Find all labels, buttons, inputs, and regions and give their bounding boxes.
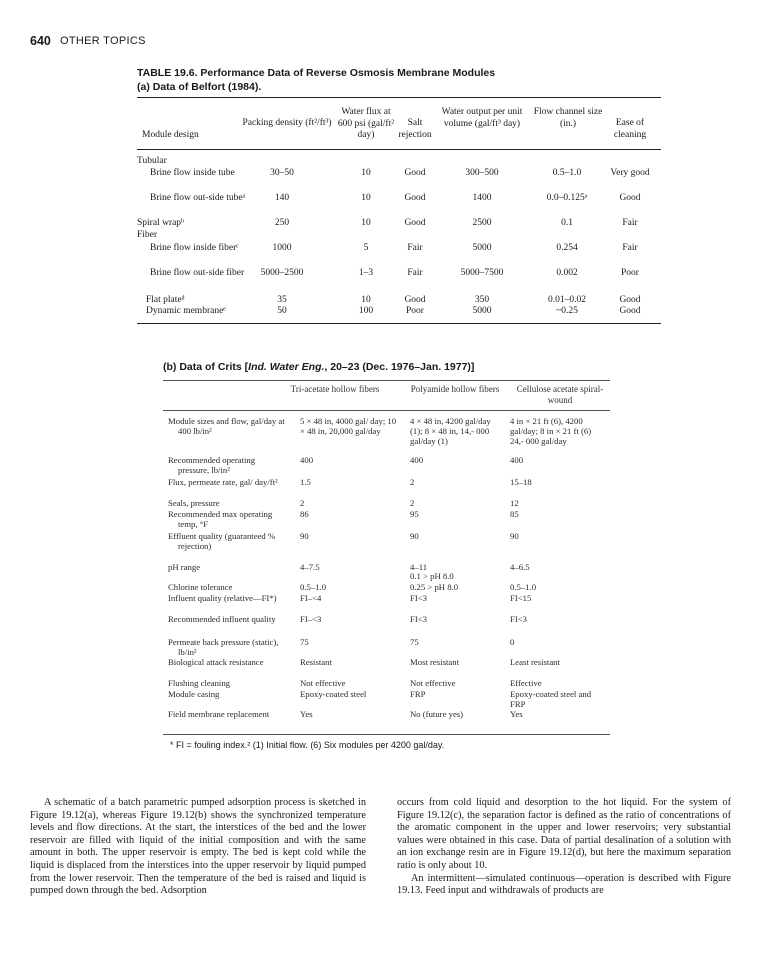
cell-triacetate: Resistant xyxy=(300,657,332,667)
cell-triacetate: FI–<4 xyxy=(300,593,322,603)
cell-salt-rejection: Fair xyxy=(407,268,423,278)
cell-packing-density: 1000 xyxy=(272,243,292,253)
cell-property: Effluent quality (guaranteed % rejection) xyxy=(168,531,276,551)
cell-cellulose-acetate: FI<15 xyxy=(510,593,532,603)
cell-ease-of-cleaning: Good xyxy=(619,306,641,316)
cell-polyamide: 75 xyxy=(410,637,419,647)
cell-polyamide: 4 × 48 in, 4200 gal/day (1); 8 × 48 in, 14,- 000 gal/day (1) xyxy=(410,416,491,446)
col-header-ease-of-cleaning: Ease of cleaning xyxy=(613,118,647,140)
cell-ease-of-cleaning: Fair xyxy=(622,243,638,253)
cell-triacetate: 75 xyxy=(300,637,309,647)
cell-property: Biological attack resistance xyxy=(168,657,264,667)
cell-ease-of-cleaning: Poor xyxy=(621,268,639,278)
cell-triacetate: Not effective xyxy=(300,678,346,688)
cell-triacetate: 400 xyxy=(300,455,314,465)
cell-polyamide: FI<3 xyxy=(410,614,427,624)
cell-packing-density: 35 xyxy=(277,295,287,305)
cell-property: Recommended max operating temp, °F xyxy=(168,509,273,529)
cell-cellulose-acetate: 400 xyxy=(510,455,524,465)
cell-triacetate: 5 × 48 in, 4000 gal/ day; 10 × 48 in, 20,000 gal/day xyxy=(300,416,397,436)
cell-packing-density: 30–50 xyxy=(270,168,294,178)
cell-flow-channel: 0.002 xyxy=(556,268,578,278)
cell-cellulose-acetate: Least resistant xyxy=(510,657,560,667)
cell-polyamide: 400 xyxy=(410,455,424,465)
body-paragraph: An intermittent—simulated continuous—operation is described with Figure 19.13. Feed input and withdrawals of products are xyxy=(397,872,731,897)
cell-cellulose-acetate: 12 xyxy=(510,498,519,508)
cell-water-flux: 5 xyxy=(363,243,369,253)
body-paragraph: A schematic of a batch parametric pumped adsorption process is sketched in Figure 19.12(a), whereas Figure 19.12(b) shows the synchronized temperature levels and flow directions. At the start, the interstices of the bed and the lower reservoir are filled with liquid of the initial composition and with the same amount in both. The upper reservoir is empty. The bed is kept cold while the liquid is displaced from the interstices into the upper reservoir by liquid pumped from the lower reservoir. Then the temperature of the bed is raised and liquid is pumped down through the bed. Adsorption xyxy=(30,797,366,897)
group-label-tubular: Tubular xyxy=(137,156,167,166)
cell-cellulose-acetate: 4–6.5 xyxy=(510,562,530,572)
cell-polyamide: 95 xyxy=(410,509,419,519)
cell-water-flux: 1–3 xyxy=(358,268,374,278)
table-a-top-rule xyxy=(137,97,661,98)
cell-salt-rejection: Fair xyxy=(407,243,423,253)
cell-module-design: Dynamic membraneᵉ xyxy=(146,306,226,316)
cell-packing-density: 250 xyxy=(274,218,290,228)
cell-water-output: 5000 xyxy=(472,243,492,253)
cell-water-flux: 10 xyxy=(361,218,371,228)
cell-triacetate: 86 xyxy=(300,509,309,519)
body-column-left xyxy=(30,797,366,898)
cell-water-output: 5000 xyxy=(472,306,492,316)
cell-salt-rejection: Good xyxy=(404,295,426,305)
cell-flow-channel: 0.5–1.0 xyxy=(552,168,582,178)
table-b-title-journal: Ind. Water Eng. xyxy=(248,361,325,373)
cell-cellulose-acetate: Effective xyxy=(510,678,542,688)
cell-salt-rejection: Poor xyxy=(406,306,424,316)
cell-triacetate: Yes xyxy=(300,709,313,719)
col-header-water-flux: Water flux at 600 psi (gal/ft² day) xyxy=(337,107,395,140)
cell-salt-rejection: Good xyxy=(404,193,426,203)
col-header-water-output: Water output per unit volume (gal/ft³ day) xyxy=(441,107,523,129)
cell-triacetate: 90 xyxy=(300,531,309,541)
cell-polyamide: FI<3 xyxy=(410,593,427,603)
cell-property: Module casing xyxy=(168,689,220,699)
cell-flow-channel: 0.1 xyxy=(561,218,573,228)
cell-water-output: 1400 xyxy=(472,193,492,203)
cell-cellulose-acetate: Epoxy-coated steel and FRP xyxy=(510,689,592,709)
table-a-title-line1: TABLE 19.6. Performance Data of Reverse Osmosis Membrane Modules xyxy=(137,67,496,79)
body-column-right xyxy=(397,797,731,898)
table-b-title-suffix: , 20–23 (Dec. 1976–Jan. 1977)] xyxy=(324,361,475,373)
cell-water-flux: 100 xyxy=(358,306,374,316)
cell-property: Permeate back pressure (static), lb/in² xyxy=(168,637,279,657)
table-b-bottom-rule xyxy=(163,734,610,735)
col-header-salt-rejection: Salt rejection xyxy=(398,118,432,140)
table-a-header-rule xyxy=(137,149,661,150)
col-header-polyamide: Polyamide hollow fibers xyxy=(410,384,500,394)
cell-flow-channel: 0.254 xyxy=(556,243,578,253)
cell-property: Seals, pressure xyxy=(168,498,220,508)
cell-salt-rejection: Good xyxy=(404,218,426,228)
cell-water-output: 5000–7500 xyxy=(460,268,504,278)
cell-cellulose-acetate: 0.5–1.0 xyxy=(510,582,537,592)
cell-cellulose-acetate: Yes xyxy=(510,709,523,719)
cell-cellulose-acetate: 85 xyxy=(510,509,519,519)
cell-triacetate: 4–7.5 xyxy=(300,562,320,572)
cell-property: pH range xyxy=(168,562,201,572)
cell-packing-density: 5000–2500 xyxy=(260,268,304,278)
cell-ease-of-cleaning: Good xyxy=(619,295,641,305)
cell-polyamide: 0.25 > pH 8.0 xyxy=(410,582,459,592)
cell-module-design: Brine flow out-side fiber xyxy=(150,268,245,278)
cell-polyamide: 4–11 xyxy=(410,562,428,572)
col-header-packing-density: Packing density (ft²/ft³) xyxy=(242,118,332,128)
cell-polyamide: Not effective xyxy=(410,678,456,688)
cell-module-design: Spiral wrapᵇ xyxy=(137,218,184,228)
table-a-bottom-rule xyxy=(137,323,661,324)
cell-water-output: 350 xyxy=(474,295,490,305)
cell-cellulose-acetate: 0 xyxy=(510,637,515,647)
cell-cellulose-acetate: 4 in × 21 ft (6), 4200 gal/day; 8 in × 21 ft (6) 24,- 000 gal/day xyxy=(510,416,592,446)
col-header-flow-channel: Flow channel size (in.) xyxy=(533,107,603,129)
cell-cellulose-acetate: 90 xyxy=(510,531,519,541)
page-number: 640 xyxy=(30,34,51,48)
cell-polyamide: No (future yes) xyxy=(410,709,464,719)
cell-ease-of-cleaning: Good xyxy=(619,193,641,203)
col-header-triacetate: Tri-acetate hollow fibers xyxy=(290,384,380,394)
table-b-header-rule xyxy=(163,410,610,411)
cell-flow-channel: 0.01–0.02 xyxy=(548,295,586,305)
cell-polyamide: 0.1 > pH 8.0 xyxy=(410,571,454,581)
cell-module-design: Brine flow inside fiberᶜ xyxy=(150,243,239,253)
col-header-module-design: Module design xyxy=(142,130,199,140)
cell-property: Flux, permeate rate, gal/ day/ft² xyxy=(168,477,278,487)
cell-salt-rejection: Good xyxy=(404,168,426,178)
running-title: OTHER TOPICS xyxy=(60,35,146,47)
cell-ease-of-cleaning: Very good xyxy=(610,168,650,178)
table-b-footnote: * FI = fouling index.² (1) Initial flow. (6) Six modules per 4200 gal/day. xyxy=(170,740,445,750)
cell-triacetate: FI–<3 xyxy=(300,614,322,624)
cell-water-flux: 10 xyxy=(361,295,371,305)
table-b-top-rule xyxy=(163,380,610,381)
cell-polyamide: FRP xyxy=(410,689,426,699)
cell-water-flux: 10 xyxy=(361,193,371,203)
cell-cellulose-acetate: FI<3 xyxy=(510,614,527,624)
cell-module-design: Brine flow out-side tubeᵃ xyxy=(150,193,246,203)
cell-polyamide: 2 xyxy=(410,498,415,508)
cell-triacetate: 2 xyxy=(300,498,305,508)
cell-polyamide: 2 xyxy=(410,477,415,487)
cell-triacetate: 1.5 xyxy=(300,477,311,487)
cell-property: Flushing cleaning xyxy=(168,678,231,688)
cell-water-output: 300–500 xyxy=(465,168,499,178)
table-a-title xyxy=(137,66,495,94)
col-header-cellulose-acetate: Cellulose acetate spiral-wound xyxy=(516,384,604,405)
cell-property: Recommended influent quality xyxy=(168,614,276,624)
cell-module-design: Flat plateᵈ xyxy=(146,295,185,305)
cell-water-flux: 10 xyxy=(361,168,371,178)
group-label-fiber: Fiber xyxy=(137,230,158,240)
body-paragraph: occurs from cold liquid and desorption to the hot liquid. For the system of Figure 19.12(c), the separation factor is defined as the ratio of concentrations of the aromatic component in the upper and lower reservoirs; very substantial values were obtained in this case. Data of partial desalination of a solution with an ion exchange resin are in Figure 19.12(d), but here the maximum separation ratio is only about 10. xyxy=(397,797,731,871)
cell-property: Influent quality (relative—FI*) xyxy=(168,593,277,603)
cell-property: Field membrane replacement xyxy=(168,709,270,719)
cell-packing-density: 140 xyxy=(274,193,290,203)
cell-polyamide: Most resistant xyxy=(410,657,459,667)
cell-triacetate: 0.5–1.0 xyxy=(300,582,327,592)
cell-flow-channel: 0.0–0.125ᵃ xyxy=(546,193,588,203)
table-b-title-prefix: (b) Data of Crits [ xyxy=(163,361,249,373)
cell-property: Recommended operating pressure, lb/in² xyxy=(168,455,256,475)
cell-polyamide: 90 xyxy=(410,531,419,541)
cell-cellulose-acetate: 15–18 xyxy=(510,477,532,487)
cell-triacetate: Epoxy-coated steel xyxy=(300,689,367,699)
table-a-title-line2: (a) Data of Belfort (1984). xyxy=(137,81,262,93)
cell-property: Module sizes and flow, gal/day at 400 lb/in² xyxy=(168,416,285,436)
cell-packing-density: 50 xyxy=(277,306,287,316)
table-b-title xyxy=(163,361,474,373)
cell-module-design: Brine flow inside tube xyxy=(150,168,235,178)
cell-ease-of-cleaning: Fair xyxy=(622,218,638,228)
cell-water-output: 2500 xyxy=(472,218,492,228)
cell-property: Chlorine tolerance xyxy=(168,582,233,592)
cell-flow-channel: ~0.25 xyxy=(556,306,578,316)
